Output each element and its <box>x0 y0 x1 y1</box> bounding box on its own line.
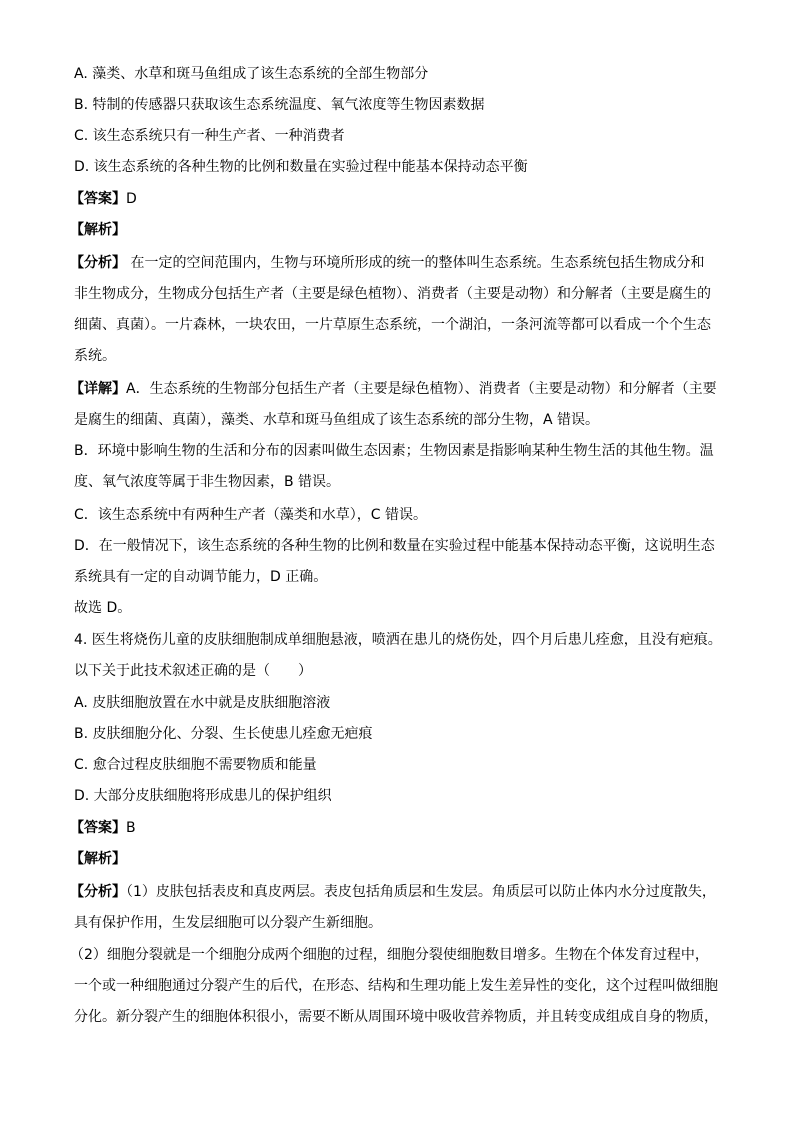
q3-fenxi-line-2: 非生物成分，生物成分包括生产者（主要是绿色植物）、消费者（主要是动物）和分解者（主要是腐生的 <box>74 286 711 302</box>
q3-xiangjie-label: 【详解】 <box>70 381 126 397</box>
q4-fenxi-line-2: 具有保护作用，生发层细胞可以分裂产生新细胞。 <box>74 915 382 931</box>
q3-xiangjie-line-1 <box>70 379 720 399</box>
q4-option-c: C. 愈合过程皮肤细胞不需要物质和能量 <box>74 757 317 773</box>
q3-option-a: A. 藻类、水草和斑马鱼组成了该生态系统的全部生物部分 <box>74 66 429 82</box>
q4-fenxi-label: 【分析】 <box>70 884 126 900</box>
q3-xiangjie-line-4: 度、氧气浓度等属于非生物因素，B 错误。 <box>74 474 341 490</box>
q3-xiangjie-text-1: A．生态系统的生物部分包括生产者（主要是绿色植物）、消费者（主要是动物）和分解者（主要 <box>126 381 717 397</box>
q3-answer <box>70 189 720 209</box>
q4-fenxi-text-1: （1）皮肤包括表皮和真皮两层。表皮包括角质层和生发层。角质层可以防止体内水分过度散失， <box>126 884 716 900</box>
q4-fenxi-line-4: 一个或一种细胞通过分裂产生的后代，在形态、结构和生理功能上发生差异性的变化，这个过程叫做细胞 <box>74 978 718 994</box>
q3-xiangjie-line-6: D．在一般情况下，该生态系统的各种生物的比例和数量在实验过程中能基本保持动态平衡，这说明生态 <box>74 538 715 554</box>
q3-xiangjie-line-5: C．该生态系统中有两种生产者（藻类和水草），C 错误。 <box>74 507 427 523</box>
q4-fenxi-line-1 <box>70 882 720 902</box>
q4-stem-line-1: 4. 医生将烧伤儿童的皮肤细胞制成单细胞悬液，喷洒在患儿的烧伤处，四个月后患儿痊愈，且没有疤痕。 <box>74 632 722 648</box>
q3-fenxi-line-3: 细菌、真菌）。一片森林，一块农田，一片草原生态系统，一个湖泊，一条河流等都可以看成一个个生态 <box>74 317 711 333</box>
q4-fenxi-line-5: 分化。新分裂产生的细胞体积很小，需要不断从周围环境中吸收营养物质，并且转变成组成自身的物质， <box>74 1009 718 1025</box>
q3-fenxi-line-1 <box>70 253 720 273</box>
q4-option-d: D. 大部分皮肤细胞将形成患儿的保护组织 <box>74 788 332 804</box>
q3-option-d: D. 该生态系统的各种生物的比例和数量在实验过程中能基本保持动态平衡 <box>74 159 528 175</box>
q3-answer-label: 【答案】 <box>70 191 126 207</box>
q3-fenxi-line-4: 系统。 <box>74 348 116 364</box>
q3-option-c: C. 该生态系统只有一种生产者、一种消费者 <box>74 128 345 144</box>
q3-conclusion: 故选 D。 <box>74 600 132 616</box>
q3-xiangjie-line-3: B．环境中影响生物的生活和分布的因素叫做生态因素；生物因素是指影响某种生物生活的其他生物。温 <box>74 443 714 459</box>
q3-fenxi-label: 【分析】 <box>70 255 126 271</box>
q4-stem-line-2: 以下关于此技术叙述正确的是（ ） <box>74 663 312 679</box>
q3-fenxi-text-1: 在一定的空间范围内，生物与环境所形成的统一的整体叫生态系统。生态系统包括生物成分和 <box>126 255 705 271</box>
q4-fenxi-line-3: （2）细胞分裂就是一个细胞分成两个细胞的过程，细胞分裂使细胞数目增多。生物在个体发育过程中， <box>70 947 709 963</box>
q4-answer-label: 【答案】 <box>70 820 126 836</box>
q4-analysis-heading: 【解析】 <box>70 851 126 867</box>
q4-answer <box>70 818 720 838</box>
q3-xiangjie-line-2: 是腐生的细菌、真菌），藻类、水草和斑马鱼组成了该生态系统的部分生物，A 错误。 <box>74 412 600 428</box>
q4-answer-value: B <box>126 820 136 836</box>
q3-answer-value: D <box>126 191 137 207</box>
q3-analysis-heading: 【解析】 <box>70 222 126 238</box>
q4-option-b: B. 皮肤细胞分化、分裂、生长使患儿痊愈无疤痕 <box>74 726 373 742</box>
q3-xiangjie-line-7: 系统具有一定的自动调节能力，D 正确。 <box>74 569 328 585</box>
q3-option-b: B. 特制的传感器只获取该生态系统温度、氧气浓度等生物因素数据 <box>74 97 485 113</box>
q4-option-a: A. 皮肤细胞放置在水中就是皮肤细胞溶液 <box>74 695 331 711</box>
